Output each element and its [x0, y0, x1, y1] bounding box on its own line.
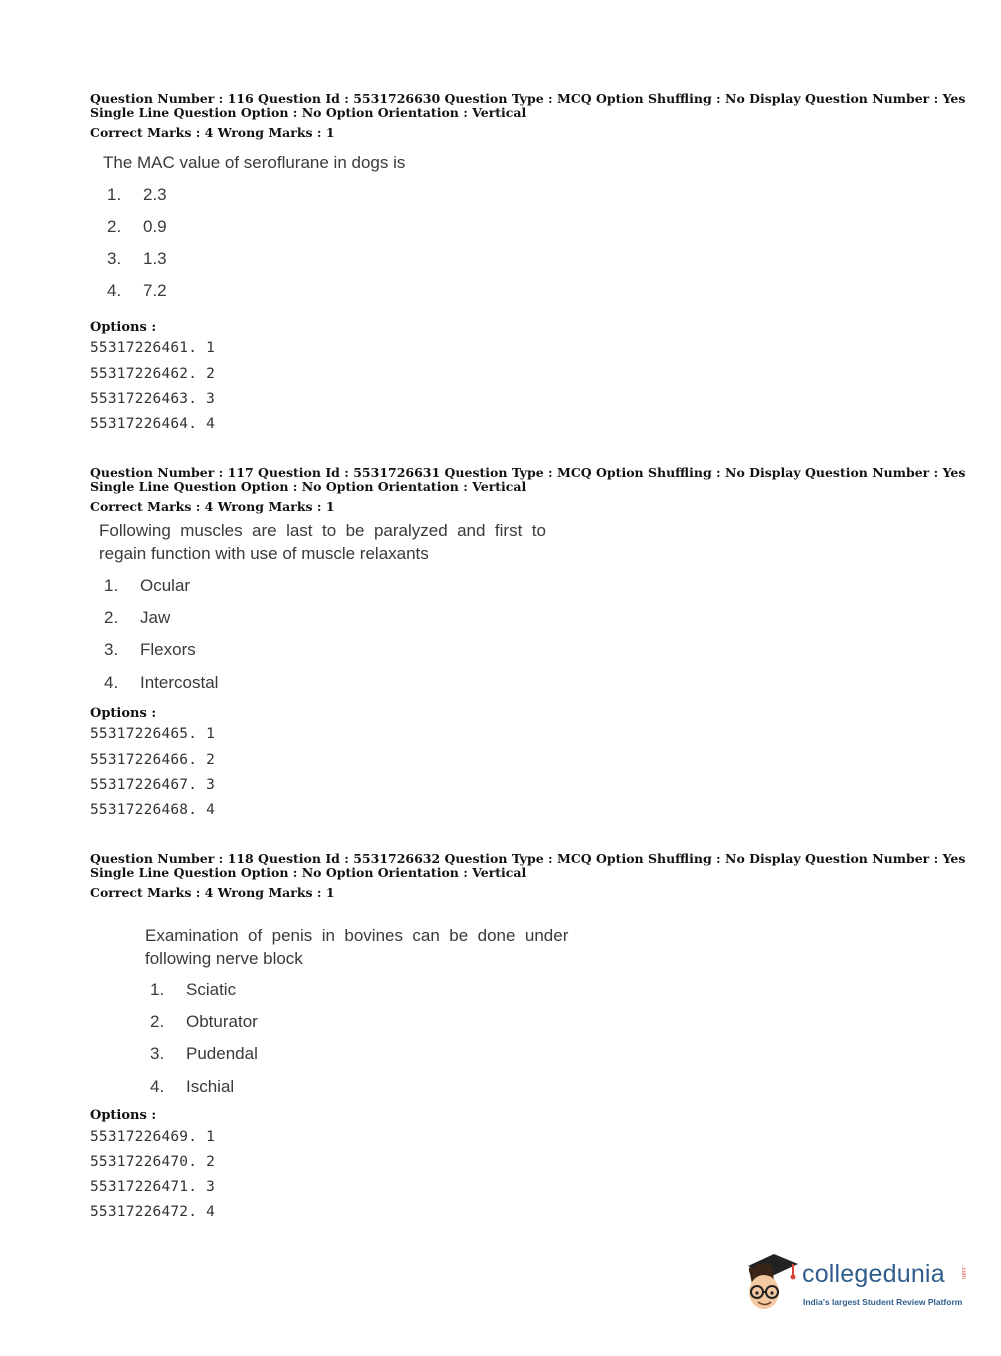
choice-item: 4. 7.2: [107, 281, 167, 300]
option-id: 55317226465. 1: [90, 726, 216, 742]
option-id: 55317226469. 1: [90, 1129, 216, 1145]
choice-item: 2. Jaw: [104, 608, 171, 627]
option-id: 55317226463. 3: [90, 391, 216, 407]
option-id: 55317226467. 3: [90, 777, 216, 793]
option-id: 55317226471. 3: [90, 1179, 216, 1195]
question-stem: Following muscles are last to be paralyzed and first to: [99, 521, 546, 540]
question-marks: Correct Marks : 4 Wrong Marks : 1: [90, 125, 335, 140]
choice-item: 3. Pudendal: [150, 1044, 258, 1063]
question-stem: The MAC value of seroflurane in dogs is: [103, 153, 406, 172]
question-meta: Question Number : 118 Question Id : 5531726632 Question Type : MCQ Option Shuffling : No Display Question Number : Yes: [90, 851, 966, 866]
question-stem-line2: regain function with use of muscle relaxants: [99, 544, 429, 563]
logo-wordmark: collegedunia: [802, 1260, 945, 1288]
option-id: 55317226464. 4: [90, 416, 216, 432]
question-meta-orientation: Single Line Question Option : No Option Orientation : Vertical: [90, 865, 527, 880]
options-label: Options :: [90, 706, 157, 721]
question-marks: Correct Marks : 4 Wrong Marks : 1: [90, 885, 335, 900]
logo-tagline: India's largest Student Review Platform: [803, 1297, 963, 1307]
option-id: 55317226468. 4: [90, 802, 216, 818]
choice-item: 2. 0.9: [107, 217, 167, 236]
question-meta-orientation: Single Line Question Option : No Option Orientation : Vertical: [90, 479, 527, 494]
option-id: 55317226466. 2: [90, 752, 216, 768]
logo-com: .com: [960, 1266, 966, 1280]
option-id: 55317226470. 2: [90, 1154, 216, 1170]
question-meta: Question Number : 116 Question Id : 5531726630 Question Type : MCQ Option Shuffling : No Display Question Number : Yes: [90, 91, 966, 106]
options-label: Options :: [90, 320, 157, 335]
question-stem-line2: following nerve block: [145, 949, 303, 968]
choice-item: 3. Flexors: [104, 640, 196, 659]
choice-item: 4. Intercostal: [104, 673, 219, 692]
question-marks: Correct Marks : 4 Wrong Marks : 1: [90, 499, 335, 514]
question-stem: Examination of penis in bovines can be done under: [145, 926, 569, 945]
choice-item: 3. 1.3: [107, 249, 167, 268]
option-id: 55317226472. 4: [90, 1204, 216, 1220]
choice-item: 1. 2.3: [107, 185, 167, 204]
option-id: 55317226462. 2: [90, 366, 216, 382]
choice-item: 4. Ischial: [150, 1077, 235, 1096]
options-label: Options :: [90, 1108, 157, 1123]
choice-item: 2. Obturator: [150, 1012, 258, 1031]
choice-item: 1. Ocular: [104, 576, 191, 595]
option-id: 55317226461. 1: [90, 340, 216, 356]
question-meta: Question Number : 117 Question Id : 5531726631 Question Type : MCQ Option Shuffling : No Display Question Number : Yes: [90, 465, 966, 480]
question-meta-orientation: Single Line Question Option : No Option Orientation : Vertical: [90, 105, 527, 120]
collegedunia-logo: [740, 1250, 970, 1320]
mascot-icon: [740, 1250, 802, 1316]
choice-item: 1. Sciatic: [150, 980, 237, 999]
